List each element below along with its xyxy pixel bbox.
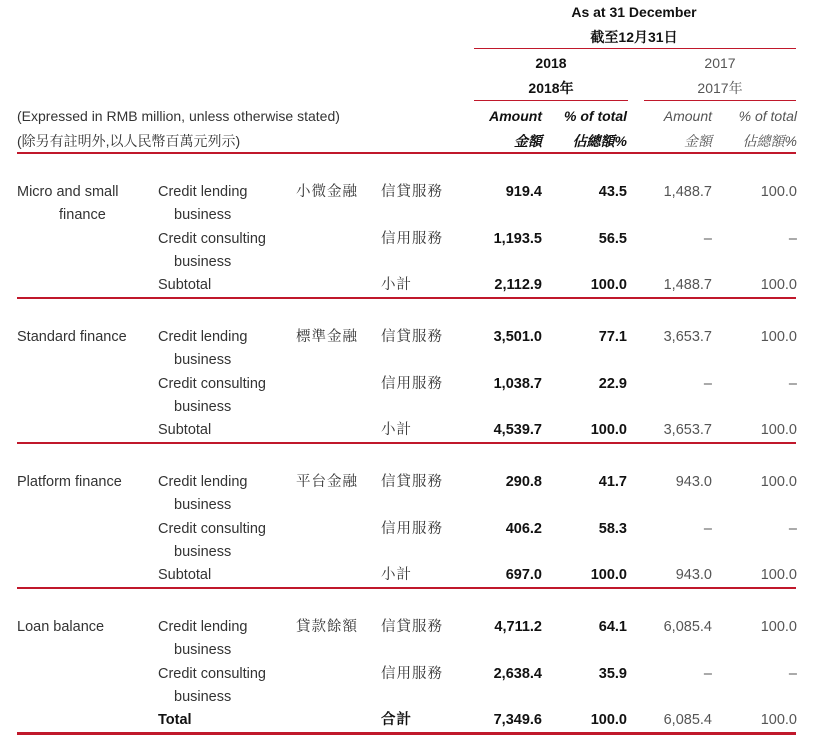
amount-2018: 406.2 (505, 521, 542, 537)
row-label-en: Credit consulting (158, 231, 266, 247)
row-label-zh: 小計 (381, 567, 412, 583)
row-label-zh: 小計 (381, 277, 412, 293)
row-label-en: business (174, 689, 232, 705)
group-name-en: Standard finance (17, 329, 127, 345)
row-label-en: Credit consulting (158, 376, 266, 392)
amount-2017: 943.0 (675, 474, 712, 490)
year-2017-zh: 2017年 (697, 80, 743, 96)
row-label-en: business (174, 399, 232, 415)
group-name-en: finance (59, 207, 106, 223)
group-rule (17, 297, 796, 299)
amount-2017: 6,085.4 (663, 712, 712, 728)
row-label-zh: 信貸服務 (381, 619, 443, 635)
row-label-en: Subtotal (158, 422, 212, 438)
pct-2018: 100.0 (590, 567, 627, 583)
year-2018: 2018 (535, 55, 567, 71)
row-label-en: Subtotal (158, 277, 212, 293)
pct-2018: 100.0 (590, 422, 627, 438)
group-rule (17, 732, 796, 735)
row-label-zh: 信用服務 (381, 231, 443, 247)
row-label-en: Total (158, 712, 192, 728)
col-pct-2018: % of total (564, 108, 627, 124)
group-rule (17, 442, 796, 444)
period-title-zh: 截至12月31日 (590, 29, 678, 45)
pct-2018: 64.1 (598, 619, 627, 635)
pct-2017: 100.0 (760, 712, 797, 728)
period-title-en: As at 31 December (571, 4, 697, 20)
year-2018-zh: 2018年 (528, 80, 574, 96)
row-label-zh: 信用服務 (381, 376, 443, 392)
row-label-zh: 信貸服務 (381, 184, 443, 200)
row-label-en: Credit lending (158, 329, 248, 345)
col-pct-2018-zh: 佔總額% (572, 133, 627, 149)
pct-2018: 56.5 (598, 231, 627, 247)
row-label-en: Credit consulting (158, 521, 266, 537)
row-label-zh: 信用服務 (381, 666, 443, 682)
amount-2018: 7,349.6 (493, 712, 542, 728)
pct-2017: – (788, 666, 797, 682)
row-label-en: Credit lending (158, 619, 248, 635)
unit-note-zh: (除另有註明外,以人民幣百萬元列示) (17, 133, 241, 149)
row-label-zh: 信貸服務 (381, 329, 443, 345)
row-label-en: business (174, 352, 232, 368)
header-rule-2017 (644, 100, 796, 101)
col-amount-2018: Amount (489, 108, 542, 124)
amount-2018: 697.0 (505, 567, 542, 583)
pct-2018: 41.7 (598, 474, 627, 490)
amount-2017: 3,653.7 (663, 422, 712, 438)
group-name-en: Platform finance (17, 474, 122, 490)
amount-2017: 1,488.7 (663, 184, 712, 200)
group-name-en: Loan balance (17, 619, 105, 635)
col-amount-2017: Amount (663, 108, 712, 124)
row-label-en: business (174, 207, 232, 223)
group-name-zh: 標準金融 (296, 329, 358, 345)
amount-2017: 1,488.7 (663, 277, 712, 293)
amount-2018: 1,193.5 (493, 231, 542, 247)
unit-note-en: (Expressed in RMB million, unless otherwise stated) (17, 108, 340, 124)
pct-2018: 77.1 (598, 329, 627, 345)
year-2017: 2017 (704, 55, 736, 71)
col-pct-2017: % of total (738, 108, 797, 124)
col-amount-2017-zh: 金額 (684, 133, 712, 149)
amount-2018: 4,711.2 (494, 619, 542, 635)
amount-2017: 3,653.7 (663, 329, 712, 345)
amount-2018: 2,112.9 (494, 277, 542, 293)
amount-2018: 2,638.4 (493, 666, 542, 682)
pct-2017: – (788, 521, 797, 537)
amount-2017: – (703, 376, 712, 392)
amount-2018: 919.4 (505, 184, 542, 200)
pct-2017: – (788, 231, 797, 247)
row-label-en: Subtotal (158, 567, 212, 583)
amount-2018: 4,539.7 (493, 422, 542, 438)
pct-2017: 100.0 (760, 184, 797, 200)
row-label-en: business (174, 254, 232, 270)
group-name-zh: 貸款餘額 (296, 619, 358, 635)
amount-2017: – (703, 521, 712, 537)
pct-2018: 100.0 (590, 712, 627, 728)
row-label-zh: 合計 (381, 712, 412, 728)
group-name-zh: 小微金融 (296, 184, 358, 200)
amount-2017: 943.0 (675, 567, 712, 583)
header-bottom-rule (17, 152, 796, 154)
pct-2018: 43.5 (598, 184, 627, 200)
row-label-zh: 小計 (381, 422, 412, 438)
amount-2018: 1,038.7 (493, 376, 542, 392)
pct-2017: 100.0 (760, 619, 797, 635)
header-rule-2018 (474, 100, 628, 101)
row-label-en: Credit lending (158, 474, 248, 490)
group-name-zh: 平台金融 (296, 474, 358, 490)
col-amount-2018-zh: 金額 (514, 133, 542, 149)
pct-2017: 100.0 (760, 329, 797, 345)
row-label-en: business (174, 642, 232, 658)
row-label-en: Credit lending (158, 184, 248, 200)
pct-2018: 58.3 (598, 521, 627, 537)
amount-2018: 3,501.0 (493, 329, 542, 345)
pct-2017: – (788, 376, 797, 392)
pct-2017: 100.0 (760, 474, 797, 490)
row-label-en: Credit consulting (158, 666, 266, 682)
amount-2017: 6,085.4 (663, 619, 712, 635)
row-label-en: business (174, 497, 232, 513)
pct-2017: 100.0 (760, 277, 797, 293)
amount-2017: – (703, 231, 712, 247)
pct-2017: 100.0 (760, 567, 797, 583)
pct-2017: 100.0 (760, 422, 797, 438)
col-pct-2017-zh: 佔總額% (742, 133, 797, 149)
row-label-en: business (174, 544, 232, 560)
pct-2018: 22.9 (598, 376, 627, 392)
pct-2018: 35.9 (598, 666, 627, 682)
pct-2018: 100.0 (590, 277, 627, 293)
amount-2018: 290.8 (505, 474, 542, 490)
group-rule (17, 587, 796, 589)
row-label-zh: 信貸服務 (381, 474, 443, 490)
row-label-zh: 信用服務 (381, 521, 443, 537)
amount-2017: – (703, 666, 712, 682)
header-rule-1 (474, 48, 796, 49)
group-name-en: Micro and small (17, 184, 119, 200)
